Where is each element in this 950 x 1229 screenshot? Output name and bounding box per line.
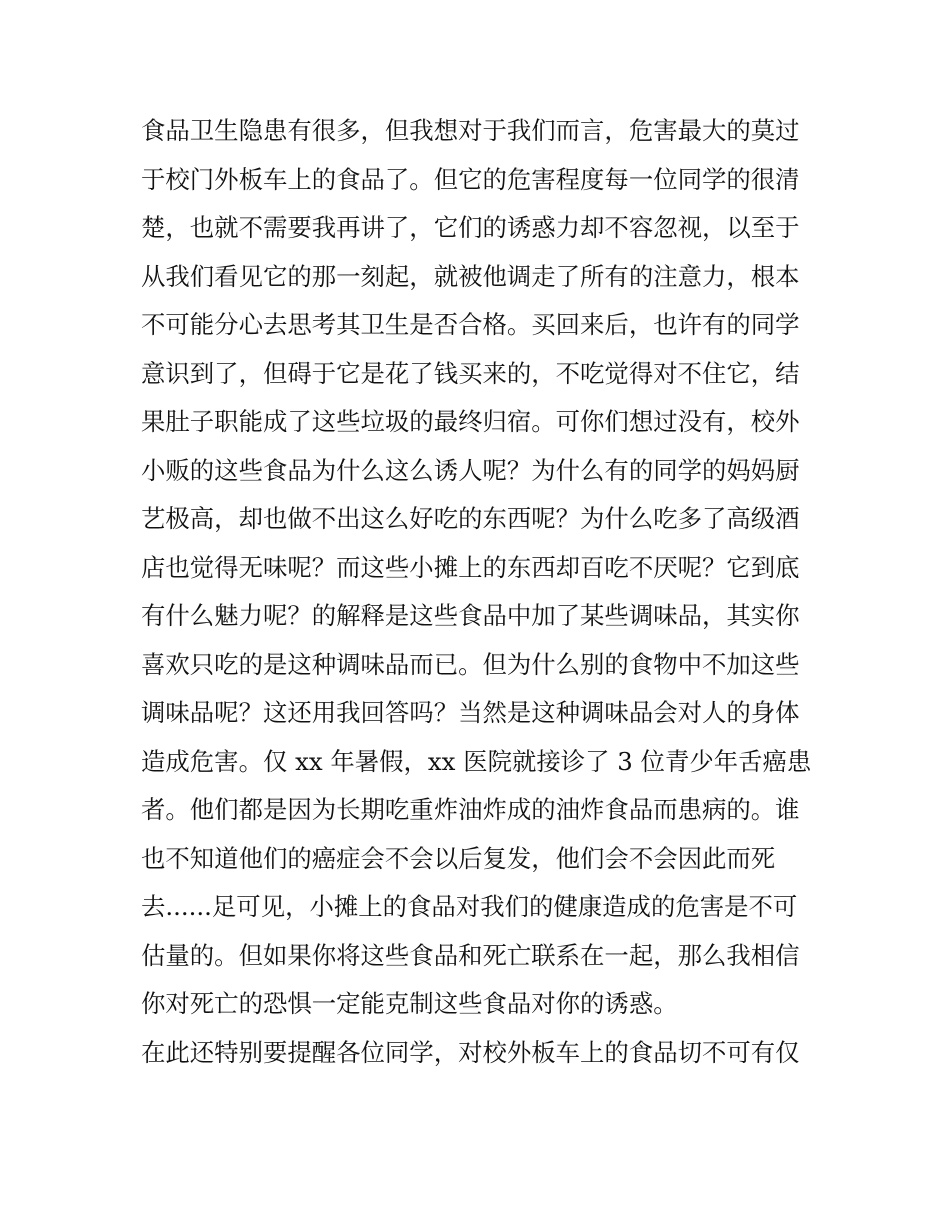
text-line: 食品卫生隐患有很多，但我想对于我们而言，危害最大的莫过	[141, 116, 800, 145]
text-line: 估量的。但如果你将这些食品和死亡联系在一起，那么我相信	[141, 940, 800, 970]
text-line: 不可能分心去思考其卫生是否合格。买回来后，也许有的同学	[141, 310, 800, 339]
text-line: 意识到了，但碍于它是花了钱买来的，不吃觉得对不住它，结	[141, 358, 800, 388]
text-line: 于校门外板车上的食品了。但它的危害程度每一位同学的很清	[141, 164, 800, 194]
text-line: 造成危害。仅 xx 年暑假，xx 医院就接诊了 3 位青少年舌癌患	[141, 746, 812, 776]
text-line: 去......足可见，小摊上的食品对我们的健康造成的危害是不可	[141, 892, 798, 921]
text-line: 有什么魅力呢？的解释是这些食品中加了某些调味品，其实你	[141, 601, 800, 630]
text-line: 艺极高，却也做不出这么好吃的东西呢？为什么吃多了高级酒	[141, 504, 800, 533]
text-line: 楚，也就不需要我再讲了，它们的诱惑力却不容忽视，以至于	[141, 213, 800, 242]
text-line: 在此还特别要提醒各位同学，对校外板车上的食品切不可有仅	[141, 1037, 800, 1067]
text-line: 店也觉得无味呢？而这些小摊上的东西却百吃不厌呢？它到底	[141, 552, 800, 582]
text-line: 果肚子职能成了这些垃圾的最终归宿。可你们想过没有，校外	[141, 407, 800, 436]
document-body	[141, 107, 821, 1077]
text-line: 调味品呢？这还用我回答吗？当然是这种调味品会对人的身体	[141, 698, 800, 727]
text-line: 也不知道他们的癌症会不会以后复发，他们会不会因此而死	[141, 843, 776, 873]
text-line: 者。他们都是因为长期吃重炸油炸成的油炸食品而患病的。谁	[141, 795, 800, 824]
text-line: 小贩的这些食品为什么这么诱人呢？为什么有的同学的妈妈厨	[141, 455, 800, 485]
text-line: 你对死亡的恐惧一定能克制这些食品对你的诱惑。	[141, 989, 678, 1018]
text-line: 喜欢只吃的是这种调味品而已。但为什么别的食物中不加这些	[141, 649, 800, 679]
text-line: 从我们看见它的那一刻起，就被他调走了所有的注意力，根本	[141, 261, 800, 291]
